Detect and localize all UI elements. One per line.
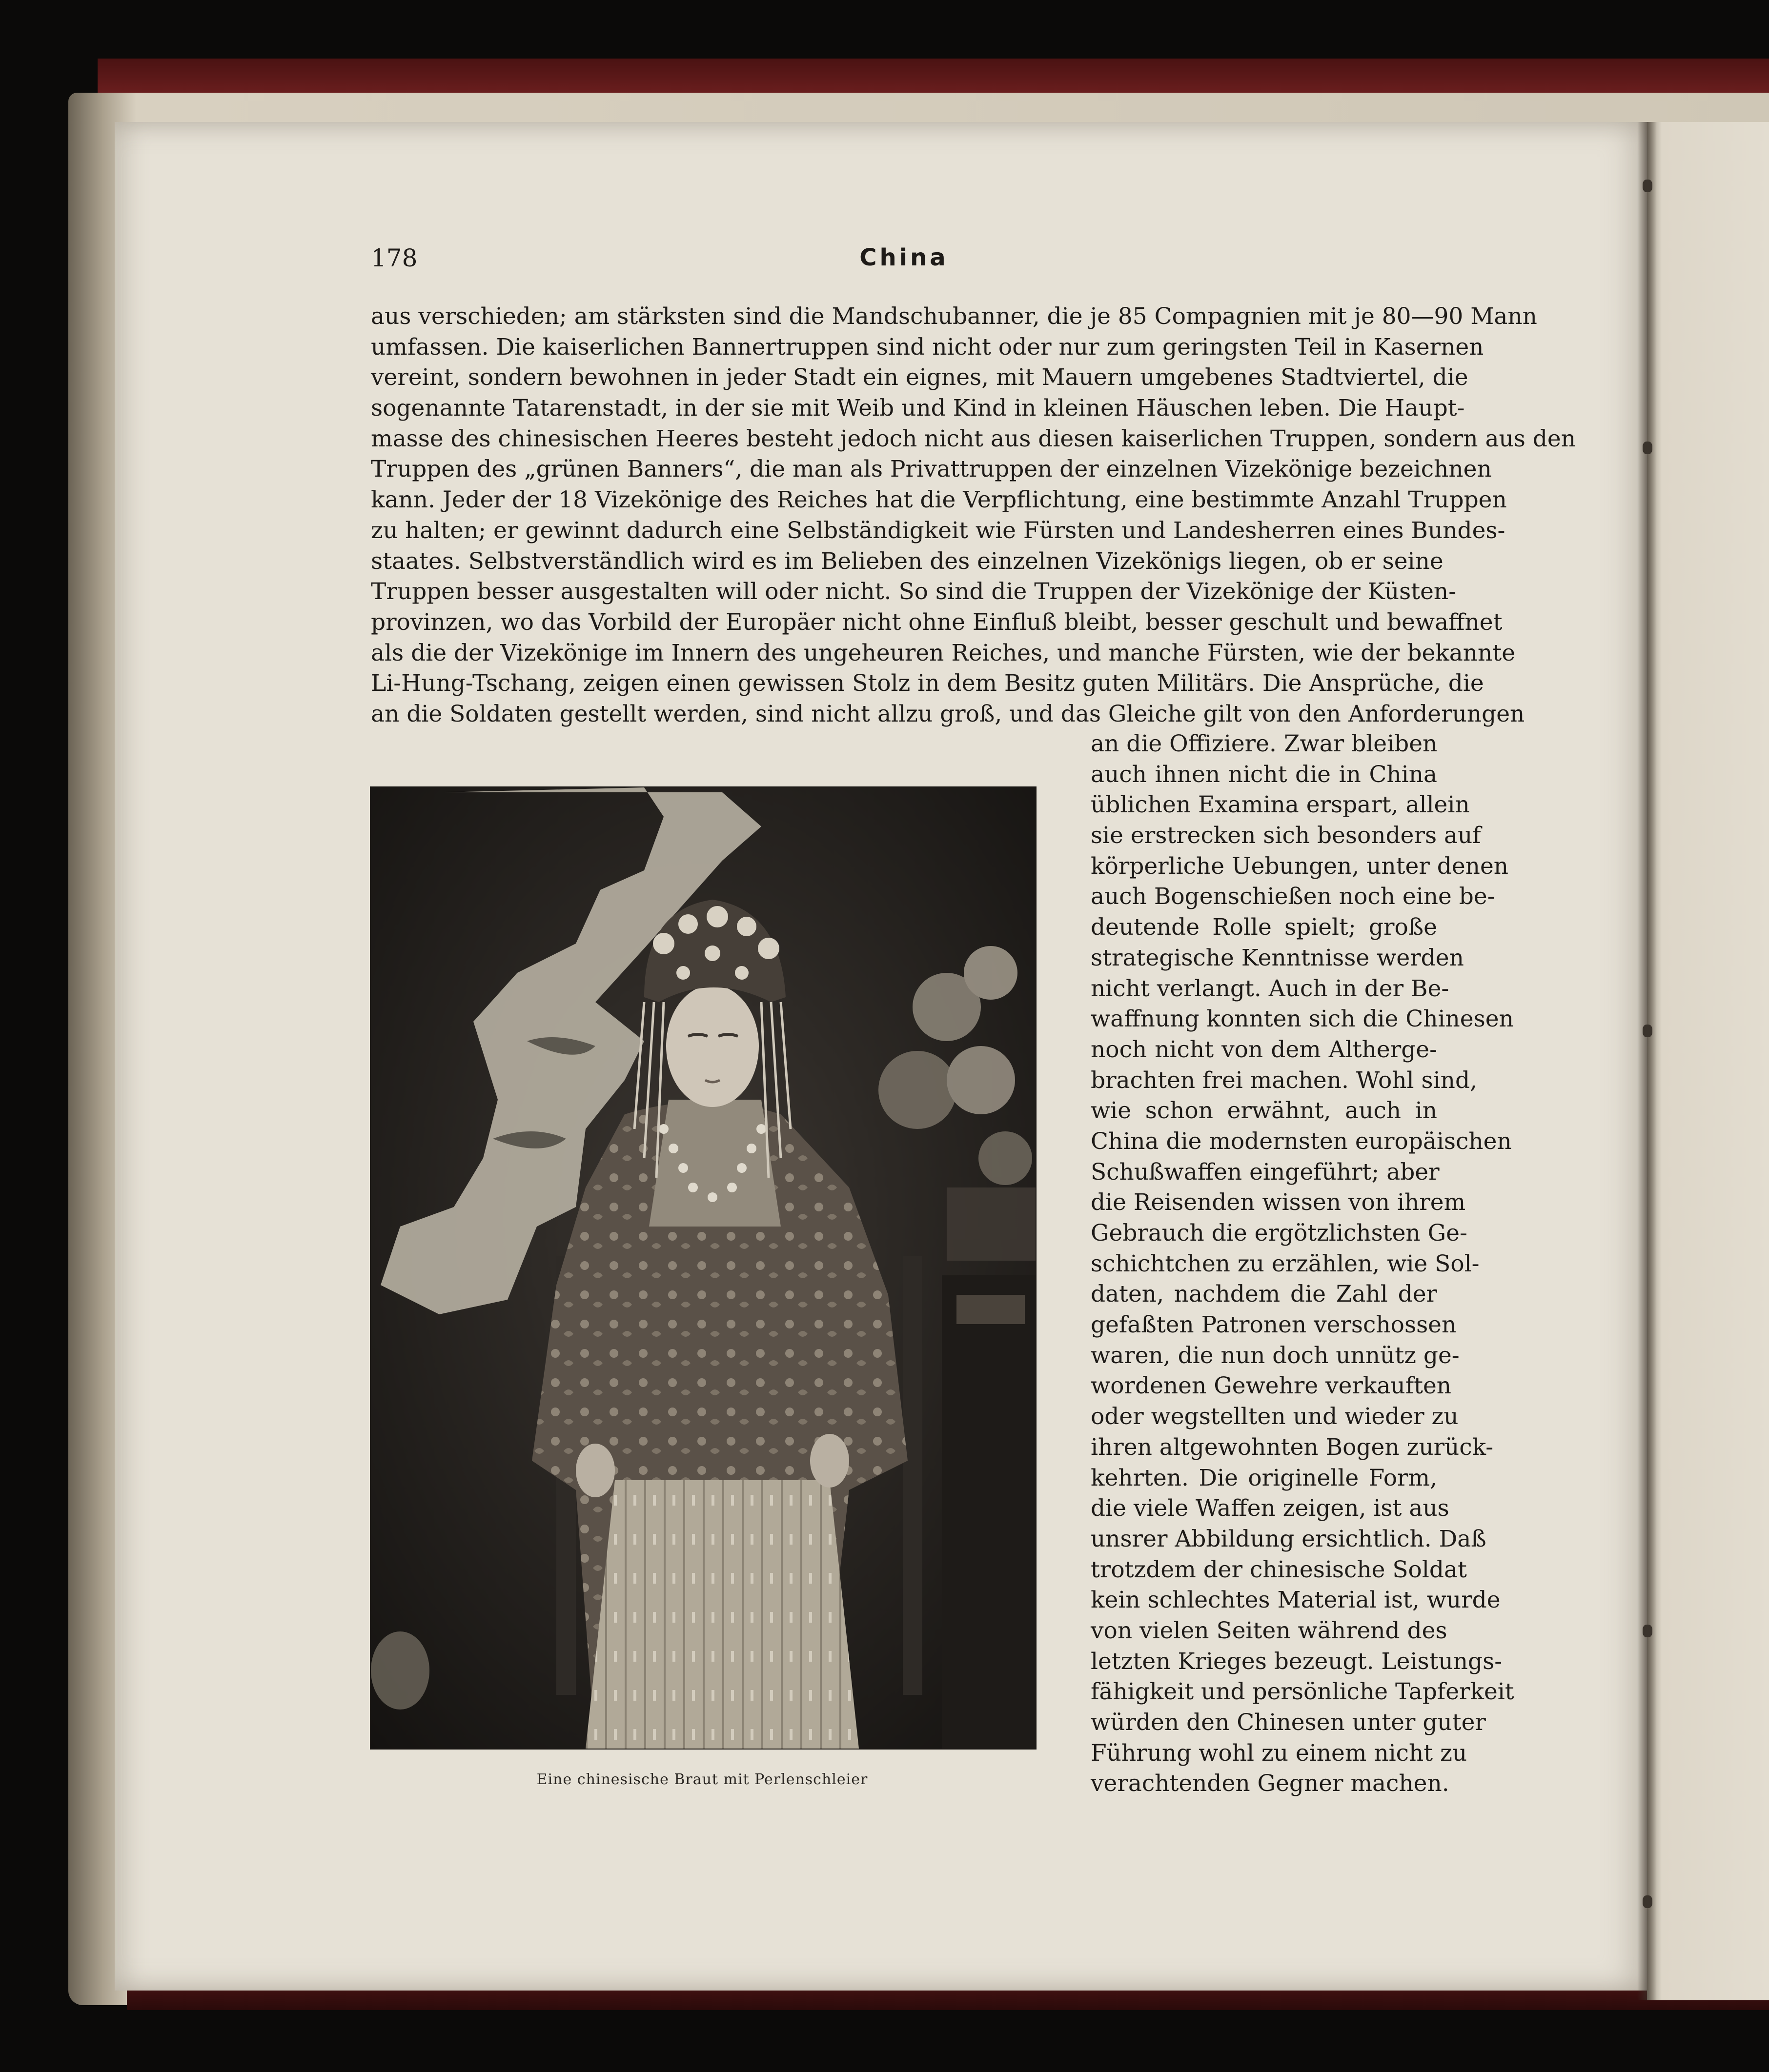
text-line: wordenen Gewehre verkauften: [1091, 1372, 1452, 1400]
text-line: letzten Krieges bezeugt. Leistungs-: [1091, 1648, 1503, 1675]
text-line: als die der Vizekönige im Innern des ungeheuren Reiches, und manche Fürsten, wie der bekannte: [371, 639, 1516, 666]
text-line: Truppen besser ausgestalten will oder nicht. So sind die Truppen der Vizekönige der Küsten-: [371, 578, 1457, 605]
binding-thread-mark: [1643, 1895, 1652, 1908]
body-text-full-width: [371, 302, 1576, 730]
text-line: waren, die nun doch unnütz ge-: [1091, 1342, 1460, 1369]
text-line: kein schlechtes Material ist, wurde: [1091, 1587, 1501, 1614]
text-line: Truppen des „grünen Banners“, die man als Privattruppen der einzelnen Vizekönige bezeichnen: [371, 456, 1492, 483]
text-line: würden den Chinesen unter guter: [1091, 1709, 1486, 1736]
page-number: 178: [371, 244, 418, 272]
text-line: waffnung konnten sich die Chinesen: [1091, 1006, 1514, 1033]
text-line: schichtchen zu erzählen, wie Sol-: [1091, 1250, 1480, 1277]
text-line: strategische Kenntnisse werden: [1091, 944, 1464, 971]
bride-skirt: [586, 1480, 859, 1749]
text-line: zu halten; er gewinnt dadurch eine Selbständigkeit wie Fürsten und Landesherren eines Bundes-: [371, 517, 1505, 544]
text-line: sie erstrecken sich besonders auf: [1091, 822, 1481, 849]
text-line: oder wegstellten und wieder zu: [1091, 1403, 1459, 1430]
page-header: [371, 244, 1437, 278]
text-line: gefaßten Patronen verschossen: [1091, 1311, 1457, 1339]
text-line: üblichen Examina erspart, allein: [1091, 791, 1470, 819]
text-line: an die Offiziere. Zwar bleiben: [1091, 730, 1438, 757]
text-line: China die modernsten europäischen: [1091, 1127, 1512, 1155]
text-line: an die Soldaten gestellt werden, sind nicht allzu groß, und das Gleiche gilt von den Anforderungen: [371, 700, 1525, 727]
figure-caption: Eine chinesische Braut mit Perlenschleier: [536, 1771, 868, 1788]
side-table: [942, 1275, 1036, 1749]
book-gutter: [1637, 122, 1657, 2000]
text-line: noch nicht von dem Altherge-: [1091, 1036, 1437, 1063]
text-line: körperliche Uebungen, unter denen: [1091, 852, 1509, 880]
text-line: brachten frei machen. Wohl sind,: [1091, 1066, 1477, 1094]
text-line: Gebrauch die ergötzlichsten Ge-: [1091, 1220, 1467, 1247]
text-line: unsrer Abbildung ersichtlich. Daß: [1091, 1525, 1486, 1552]
text-line: aus verschieden; am stärksten sind die Mandschubanner, die je 85 Compagnien mit je 80—90 Mann: [371, 303, 1537, 330]
text-line: auch Bogenschießen noch eine be-: [1091, 883, 1495, 910]
text-line: ihren altgewohnten Bogen zurück-: [1091, 1433, 1494, 1461]
photo-illustration: [371, 787, 1036, 1749]
text-line: staates. Selbstverständlich wird es im Belieben des einzelnen Vizekönigs liegen, ob er seine: [371, 547, 1444, 575]
text-line: Schußwaffen eingeführt; aber: [1091, 1158, 1440, 1186]
text-line: auch ihnen nicht die in China: [1091, 761, 1437, 788]
text-line: deutende Rolle spielt; große: [1091, 914, 1437, 941]
binding-thread-mark: [1643, 1025, 1652, 1037]
binding-thread-mark: [1643, 442, 1652, 454]
text-line: daten, nachdem die Zahl der: [1091, 1281, 1437, 1308]
running-head: China: [859, 244, 949, 271]
chair-right-post: [903, 1256, 922, 1695]
text-line: vereint, sondern bewohnen in jeder Stadt ein eignes, mit Mauern umgebenes Stadtviertel, die: [371, 364, 1468, 391]
text-line: von vielen Seiten während des: [1091, 1617, 1447, 1644]
text-line: wie schon erwähnt, auch in: [1091, 1097, 1437, 1125]
text-line: provinzen, wo das Vorbild der Europäer nicht ohne Einfluß bleibt, besser geschult und bewaffnet: [371, 608, 1503, 636]
text-line: Li-Hung-Tschang, zeigen einen gewissen Stolz in dem Besitz guten Militärs. Die Ansprüche, die: [371, 670, 1484, 697]
text-line: nicht verlangt. Auch in der Be-: [1091, 975, 1449, 1002]
text-line: die viele Waffen zeigen, ist aus: [1091, 1495, 1449, 1522]
text-line: kann. Jeder der 18 Vizekönige des Reiches hat die Verpflichtung, eine bestimmte Anzahl Truppen: [371, 486, 1507, 514]
text-line: Führung wohl zu einem nicht zu: [1091, 1739, 1467, 1767]
text-line: masse des chinesischen Heeres besteht jedoch nicht aus diesen kaiserlichen Truppen, sondern aus den: [371, 425, 1576, 452]
facing-page-edge: [1647, 122, 1769, 2000]
text-line: fähigkeit und persönliche Tapferkeit: [1091, 1678, 1514, 1706]
text-line: umfassen. Die kaiserlichen Bannertruppen sind nicht oder nur zum geringsten Teil in Kasernen: [371, 333, 1484, 361]
text-line: kehrten. Die originelle Form,: [1091, 1464, 1437, 1491]
body-text-column: [1091, 729, 1514, 1799]
binding-thread-mark: [1643, 180, 1652, 192]
binding-thread-mark: [1643, 1625, 1652, 1637]
bride-face: [666, 985, 759, 1107]
text-line: sogenannte Tatarenstadt, in der sie mit Weib und Kind in kleinen Häuschen leben. Die Haupt-: [371, 395, 1465, 422]
text-line: verachtenden Gegner machen.: [1091, 1770, 1449, 1797]
text-line: die Reisenden wissen von ihrem: [1091, 1189, 1466, 1216]
text-line: trotzdem der chinesische Soldat: [1091, 1556, 1467, 1583]
photo-bride-with-pearl-veil: [370, 786, 1037, 1750]
